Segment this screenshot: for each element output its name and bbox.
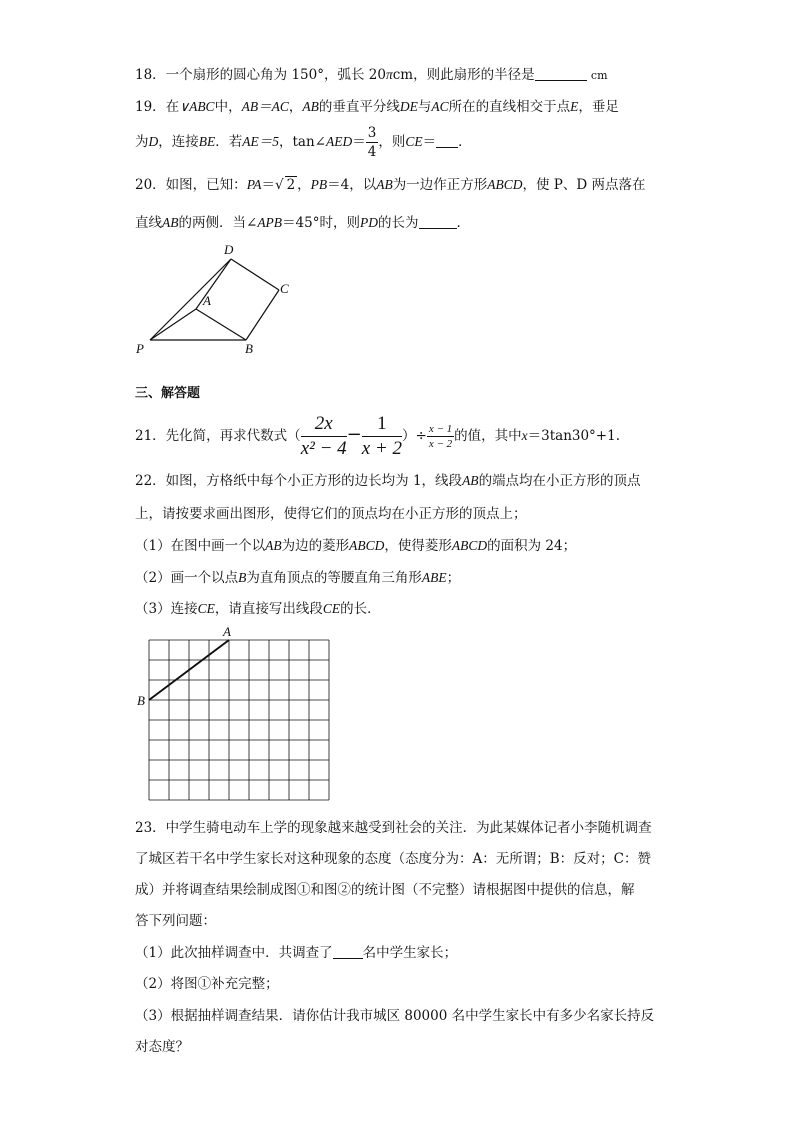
q19-triangle: ∨ABC <box>179 99 215 114</box>
q21-f3-num: x − 1 <box>428 423 453 435</box>
q19-ac: AC <box>431 99 449 114</box>
q19-d: D <box>148 134 159 149</box>
q20-text: ，使 P、D 两点落在 <box>522 177 646 193</box>
segment-pa <box>150 309 196 340</box>
q19-line-1 <box>135 97 619 117</box>
q22-text: 为直角顶点的等腰直角三角形 <box>246 570 422 586</box>
q21-x: x <box>521 428 528 443</box>
q23-line-3: 成）并将调查结果绘制成图①和图②的统计图（不完整）请根据图中提供的信息，解 <box>135 882 635 898</box>
q22-abcd: ABCD <box>349 538 385 553</box>
q20-text: 直线 <box>135 215 162 231</box>
q23-sub-3-cont: 对态度？ <box>135 1039 189 1055</box>
q21-text: ＝3tan30°+1. <box>527 428 621 444</box>
q19-aed: AED <box>325 134 353 149</box>
q20-line-2 <box>135 213 470 233</box>
q20-pb: PB <box>310 177 328 192</box>
q19-text: ， <box>288 99 303 115</box>
q20-sqrt-value: 2 <box>286 177 296 193</box>
q22-text: ，请直接写出线段 <box>214 601 323 617</box>
label-b: B <box>245 341 253 356</box>
grid-label-b: B <box>137 693 145 708</box>
q19-text: 的垂直平分线 <box>318 99 400 115</box>
q20-text: 的两侧．当∠ <box>178 215 258 231</box>
q22-point-b: B <box>238 570 247 585</box>
q22-sub-3 <box>135 599 381 619</box>
q23-text: 名中学生家长； <box>362 945 458 961</box>
q22-text: （1）在图中画一个以 <box>135 538 266 554</box>
q22-text: 的面积为 24； <box>487 538 577 554</box>
q22-text: ； <box>446 570 461 586</box>
q18-text-b: cm，则此扇形的半径是 <box>392 67 535 83</box>
q19-frac-den: 4 <box>367 144 377 160</box>
q19-ae: AE＝5 <box>242 134 279 149</box>
q21-line <box>135 410 620 461</box>
q23-line-2: 了城区若干名中学生家长对这种现象的态度（态度分为：A：无所谓；B：反对；C：赞 <box>135 851 651 867</box>
q21-f3-den: x − 2 <box>428 438 453 450</box>
q18-unit: cm <box>590 69 608 82</box>
q22-text: 为边的菱形 <box>281 538 350 554</box>
q19-answer-blank[interactable] <box>436 133 458 148</box>
q22-text: 22．如图，方格纸中每个小正方形的边长均为 1，线段 <box>135 473 463 489</box>
q18-answer-blank[interactable] <box>535 66 587 81</box>
q19-text: 为 <box>135 134 149 150</box>
q23-sub-2: （2）将图①补充完整； <box>135 976 279 992</box>
q20-pd: PD <box>360 215 378 230</box>
q22-text: （2）画一个以点 <box>135 570 239 586</box>
label-p: P <box>136 341 144 356</box>
q19-text: 19．在 <box>135 99 180 115</box>
segment-cb <box>246 290 279 340</box>
q19-text: 中， <box>214 99 242 115</box>
q19-text: 所在的直线相交于点 <box>448 99 571 115</box>
q20-text: ， <box>297 177 311 193</box>
q20-text: ． <box>456 215 470 231</box>
q22-text: （3）连接 <box>135 601 198 617</box>
q20-text: ＝4，以 <box>327 177 377 193</box>
q22-text: ，使得菱形 <box>384 538 452 554</box>
q19-text: ＝ <box>422 134 437 150</box>
q20-geometry-figure <box>130 238 300 360</box>
q20-text: ＝45°时，则 <box>282 215 360 231</box>
q21-text: 的值，其中 <box>454 428 522 444</box>
q21-fraction-2 <box>362 412 402 461</box>
q20-text: 的长为 <box>378 215 419 231</box>
q20-ab: AB <box>376 177 393 192</box>
q22-text: 的端点均在小正方形的顶点 <box>478 473 641 489</box>
q20-ab: AB <box>162 215 179 230</box>
q23-text: （1）此次抽样调查中．共调查了 <box>135 945 333 961</box>
q19-frac-num: 3 <box>367 125 377 141</box>
q19-line-2 <box>135 124 472 161</box>
q20-sqrt: √ 2 <box>274 177 296 193</box>
section-title: 三、解答题 <box>135 386 201 401</box>
q23-answer-blank[interactable] <box>333 944 363 959</box>
q22-abe: ABE <box>421 570 447 585</box>
q19-text: ，tan∠ <box>279 134 326 150</box>
q22-text: 的长． <box>340 601 381 617</box>
q20-answer-blank[interactable] <box>419 214 457 229</box>
segment-pd <box>150 259 231 340</box>
q22-line-2: 上，请按要求画出图形，使得它们的顶点均在小正方形的顶点上； <box>135 506 527 522</box>
q20-text: ＝ <box>261 177 275 193</box>
q18-text-a: 18．一个扇形的圆心角为 150°，弧长 20 <box>135 67 386 83</box>
q21-minus: − <box>346 424 362 445</box>
label-c: C <box>280 281 289 296</box>
q21-text: 21．先化简，再求代数式（ <box>135 428 301 444</box>
segment-da <box>196 259 231 309</box>
q21-fraction-3 <box>427 422 454 451</box>
q22-ce: CE <box>197 601 215 616</box>
q22-ab: AB <box>462 473 479 488</box>
q19-ab-eq-ac: AB＝AC <box>241 99 289 114</box>
q19-tan-fraction <box>366 124 379 161</box>
q21-f1-den: x² − 4 <box>300 438 347 459</box>
segment-ab <box>196 309 246 340</box>
q23-sub-1 <box>135 943 457 963</box>
q22-sub-1 <box>135 536 576 556</box>
grid-label-a: A <box>223 624 231 639</box>
q19-text: ＝ <box>352 134 366 150</box>
segment-dc <box>231 259 279 290</box>
q23-line-1: 23．中学生骑电动车上学的现象越来越受到社会的关注．为此某媒体记者小李随机调查 <box>135 820 652 836</box>
q21-f1-num: 2x <box>301 412 347 437</box>
q23-sub-3: （3）根据抽样调查结果．请你估计我市城区 80000 名中学生家长中有多少名家长持反 <box>135 1008 655 1024</box>
q20-text: 为一边作正方形 <box>392 177 488 193</box>
q19-text: ． <box>458 134 472 150</box>
q19-de: DE <box>399 99 418 114</box>
q18-pi: π <box>385 67 393 82</box>
q22-line-1 <box>135 471 641 491</box>
q21-f2-den: x + 2 <box>361 438 402 459</box>
q19-text: ，垂足 <box>578 99 619 115</box>
q21-fraction-1 <box>301 412 347 461</box>
q19-be: BE <box>198 134 216 149</box>
q21-f2-num: 1 <box>362 412 402 437</box>
q19-e: E <box>570 99 579 114</box>
q18-line <box>135 65 608 86</box>
q20-apb: APB <box>257 215 283 230</box>
q19-ab: AB <box>302 99 319 114</box>
q20-pa: PA <box>246 177 262 192</box>
q19-text: ．若 <box>215 134 243 150</box>
q20-line-1 <box>135 175 646 195</box>
q19-text: ，连接 <box>158 134 199 150</box>
q22-abcd: ABCD <box>451 538 488 553</box>
q23-line-4: 答下列问题： <box>135 913 216 929</box>
label-a: A <box>203 293 211 308</box>
q20-abcd: ABCD <box>487 177 523 192</box>
q19-text: 与 <box>417 99 432 115</box>
q19-ce: CE <box>405 134 423 149</box>
q22-ce: CE <box>322 601 341 616</box>
q21-text: ）÷ <box>402 428 427 444</box>
q22-ab: AB <box>265 538 282 553</box>
q22-sub-2 <box>135 568 460 588</box>
q20-text: 20．如图，已知： <box>135 177 247 193</box>
q19-text: ，则 <box>378 134 406 150</box>
label-d: D <box>224 242 234 257</box>
q22-grid-figure <box>134 624 334 806</box>
